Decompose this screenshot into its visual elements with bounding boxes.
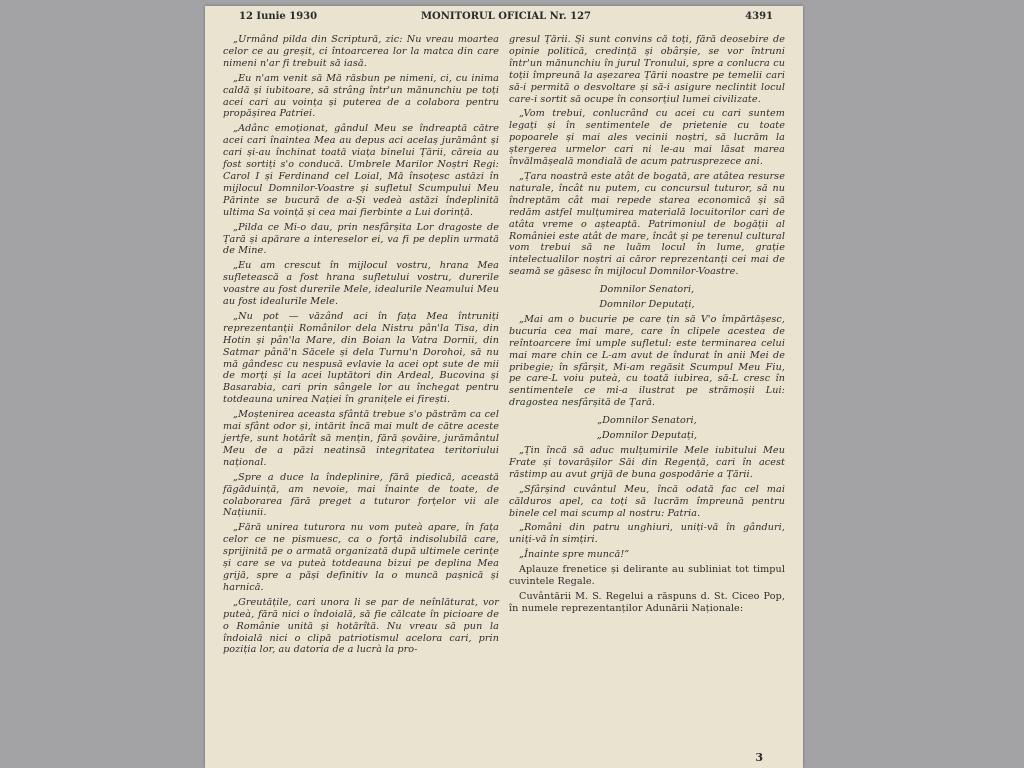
paragraph: „Eu n'am venit să Mă răsbun pe nimeni, ci, cu inima caldă și iubitoare, să strâng într'un mănunchiu pe toți acei cari au voința și puterea de a colabora pentru propășirea Patriei. bbox=[223, 72, 499, 120]
paragraph: „Sfârșind cuvântul Meu, încă odată fac cel mai călduros apel, ca toți să lucrăm împreună pentru binele cel mai scump al nostru: Patria. bbox=[509, 483, 785, 519]
right-column bbox=[509, 34, 785, 618]
header-date: 12 Iunie 1930 bbox=[239, 11, 318, 22]
paragraph: „Urmând pilda din Scriptură, zic: Nu vreau moartea celor ce au greșit, ci întoarcerea lor la matca din care nimeni n'ar fi trebuit să iasă. bbox=[223, 34, 499, 69]
paragraph: „Țin încă să aduc mulțumirile Mele iubitului Meu Frate și tovarășilor Săi din Regență, cari în acest răstimp au avut grijă de buna gospodărie a Țării. bbox=[509, 445, 785, 480]
paragraph: Aplauze frenetice și delirante au subliniat tot timpul cuvintele Regale. bbox=[509, 564, 785, 588]
paragraph: „Nu pot — văzând aci în fața Mea întruniți reprezentanții Românilor dela Nistru pân'la Tisa, din Hotin și pân'la Mare, din Boian la Vatra Dornii, din Satmar până'n Săcele și dela Turnu'n Dorohoi, să nu mă gândesc cu nespusă evlavie la acei opt sute de mii de morți și la acei luptători din Ardeal, Bucovina și Basarabia, cari prin sângele lor au închegat pentru totdeauna unirea Nației în granițele ei firești. bbox=[223, 310, 499, 406]
salutation: „Domnilor Deputați, bbox=[596, 430, 698, 442]
paragraph: „Spre a duce la îndeplinire, fără piedică, această făgăduință, am nevoie, mai înainte de toate, de colaborarea fără preget a tuturor forțelor vii ale Națiunii. bbox=[223, 471, 499, 519]
paragraph: „Adânc emoționat, gândul Meu se îndreaptă către acei cari înaintea Mea au depus aci acelaș jurământ și cari și-au închinat toată viața binelui Țării, căreia au fost sortiți s'o conducă. Umbrele Marilor Noștri Regi: Carol I și Ferdinand cel Loial, Mă însoțesc astăzi în mijlocul Domnilor-Voastre și sufletul Scumpului Meu Părinte se bucură de a-Și vedeà astăzi îndeplinită ultima Sa voință și cea mai fierbinte a Lui dorință. bbox=[223, 123, 499, 218]
paragraph: „Fără unirea tuturora nu vom puteà apare, în fața celor ce ne pismuesc, ca o forță indisolubilă care, sprijinită pe o armată organizată după ultimele cerințe și care se va puteà totdeauna bizui pe deplina Mea grijă, spre a păși definitiv la o muncă pașnică și harnică. bbox=[223, 522, 499, 593]
paragraph: „Mai am o bucurie pe care țin să V'o împărtășesc, bucuria cea mai mare, care în clipele acestea de reîntoarcere îmi umple sufletul: este terminarea celui mai mare chin ce L-am avut de îndurat în anii Mei de pribegie; în sfârșit, Mi-am regăsit Scumpul Meu Fiu, pe care-L voiu puteà, cu toată iubirea, să-L cresc în sentimentele ce mi-a ilustrat pe strămoșii Lui: dragostea nesfârșită de Țară. bbox=[509, 313, 785, 409]
page-header bbox=[239, 11, 773, 25]
paragraph: „Greutățile, cari unora li se par de neînlăturat, vor puteà, fără nici o îndoială, să fie călcate în picioare de o Românie unită și hotărîtă. Nu vreau să pun la îndoială nici o clipă patriotismul acelora cari, prin poziția lor, au datoria de a lucrà la pro- bbox=[223, 596, 499, 656]
salutation: Domnilor Deputați, bbox=[599, 299, 695, 311]
salutation: „Domnilor Senatori, bbox=[597, 415, 697, 427]
header-title: MONITORUL OFICIAL Nr. 127 bbox=[420, 11, 592, 22]
paragraph: „Vom trebui, conlucrând cu acei cu cari suntem legați și în sentimentele de prietenie cu toate popoarele și mai ales vecinii noștri, să lucrăm la ștergerea urmelor cari ni le-au mai lăsat marea învălmășeală mondială de acum patrusprezece ani. bbox=[509, 108, 785, 168]
paragraph: „Înainte spre muncă!” bbox=[519, 549, 630, 561]
footer-page-marker: 3 bbox=[755, 751, 763, 764]
salutation: Domnilor Senatori, bbox=[599, 284, 695, 296]
left-column bbox=[223, 34, 499, 659]
paragraph: gresul Țării. Și sunt convins că toți, fără deosebire de opinie politică, credință și obârșie, se vor întruni într'un mănunchiu în jurul Tronului, spre a conlucra cu toții împreună la așezarea Țării noastre pe temelii cari să-i permită o desvoltare și să-i asigure neclintit locul care-i sortit să ocupe în consorțiul lumei civilizate. bbox=[509, 34, 785, 105]
paragraph: „Țara noastră este atât de bogată, are atâtea resurse naturale, încât nu putem, cu concursul tuturor, să nu îndreptăm cât mai repede starea economică și să redăm astfel mulțumirea materială locuitorilor cari de atâta vreme o așteaptă. Patrimoniul de bogății al României este atât de mare, încât și pe terenul cultural vom trebui să ne luăm locul în lume, grație intelectualilor noștri ai căror reprezentanți cei mai de seamă se găsesc în mijlocul Domnilor-Voastre. bbox=[509, 170, 785, 278]
paragraph: „Eu am crescut în mijlocul vostru, hrana Mea sufletească a fost hrana sufletului vostru, durerile voastre au fost durerile Mele, idealurile Neamului Meu au fost idealurile Mele. bbox=[223, 260, 499, 308]
paragraph: Cuvântării M. S. Regelui a răspuns d. St. Ciceo Pop, în numele reprezentanților Adunării Naționale: bbox=[509, 590, 785, 614]
paragraph: „Pilda ce Mi-o dau, prin nesfârșita Lor dragoste de Țară și apărare a intereselor ei, va fi pe deplin urmată de Mine. bbox=[223, 221, 499, 257]
newspaper-page bbox=[205, 6, 803, 768]
paragraph: „Români din patru unghiuri, uniți-vă în gânduri, uniți-vă în simțiri. bbox=[509, 522, 785, 546]
paragraph: „Moștenirea aceasta sfântă trebue s'o păstrăm ca cel mai sfânt odor și, intărit încă mai mult de către aceste jertfe, sunt hotărît să mențin, fără șovăire, jurământul Meu de a păzi neatinsă integritatea teritoriului național. bbox=[223, 409, 499, 468]
header-page-number: 4391 bbox=[745, 11, 773, 22]
